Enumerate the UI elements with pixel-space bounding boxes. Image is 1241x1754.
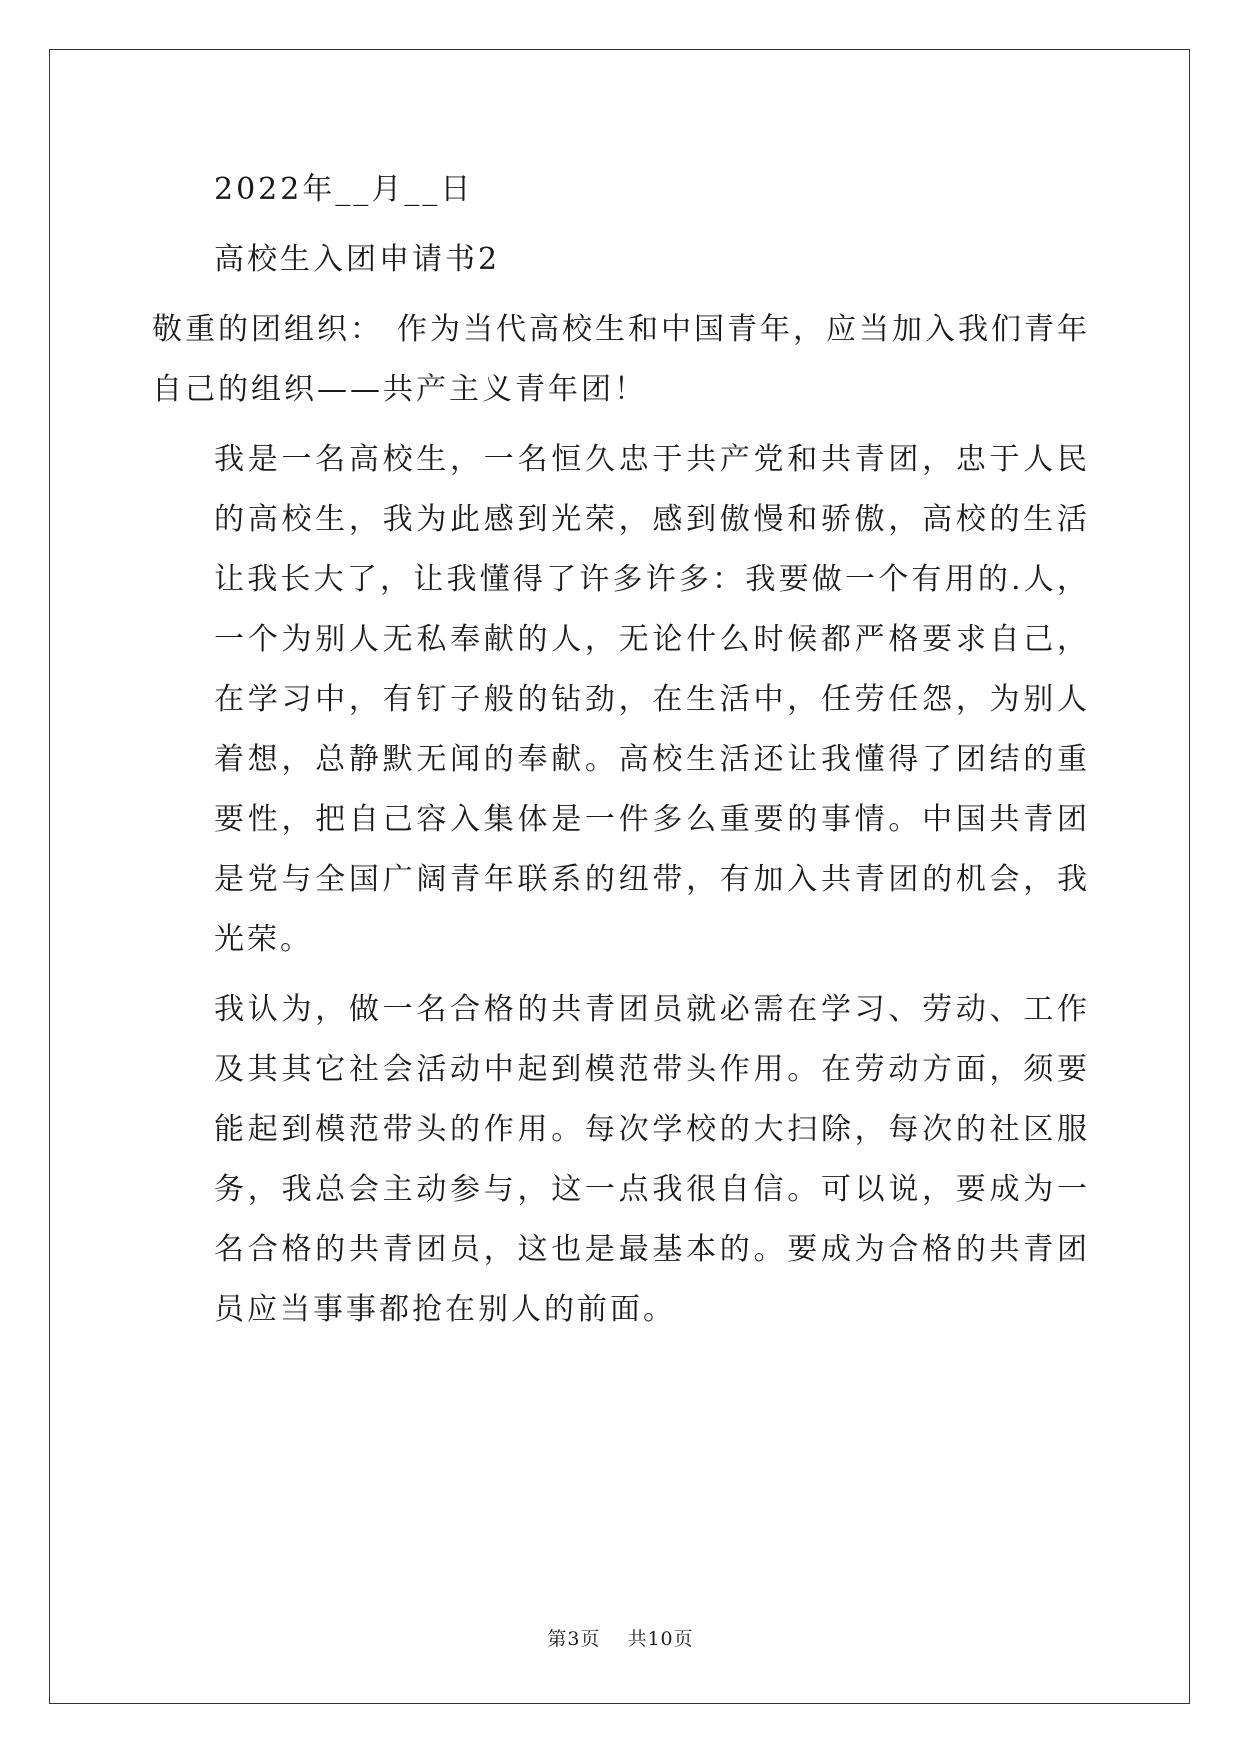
page-total: 共10页	[627, 1628, 694, 1650]
opening-sentence: 作为当代高校生和中国青年，应当加入我们青年	[397, 312, 1090, 347]
page-footer	[0, 1624, 1241, 1651]
document-title: 高校生入团申请书2	[214, 242, 501, 277]
salutation: 敬重的团组织：	[152, 312, 383, 347]
opening-continuation: 自己的组织——共产主义青年团！	[152, 372, 647, 407]
salutation-line	[152, 300, 1090, 360]
paragraph-2: 我认为，做一名合格的共青团员就必需在学习、劳动、工作及其其它社会活动中起到模范带头作用。在劳动方面，须要能起到模范带头的作用。每次学校的大扫除，每次的社区服务，我总会主动参与，这一点我很自信。可以说，要成为一名合格的共青团员，这也是最基本的。要成为合格的共青团员应当事事都抢在别人的前面。	[214, 992, 1090, 1327]
date-line: 2022年__月__日	[214, 172, 474, 207]
paragraph-1: 我是一名高校生，一名恒久忠于共产党和共青团，忠于人民的高校生，我为此感到光荣，感到傲慢和骄傲，高校的生活让我长大了，让我懂得了许多许多：我要做一个有用的.人，一个为别人无私奉献的人，无论什么时候都严格要求自己，在学习中，有钉子般的钻劲，在生活中，任劳任怨，为别人着想，总静默无闻的奉献。高校生活还让我懂得了团结的重要性，把自己容入集体是一件多么重要的事情。中国共青团是党与全国广阔青年联系的纽带，有加入共青团的机会，我光荣。	[214, 442, 1090, 957]
page-number: 第3页	[547, 1628, 601, 1650]
document-body	[152, 160, 1090, 1340]
